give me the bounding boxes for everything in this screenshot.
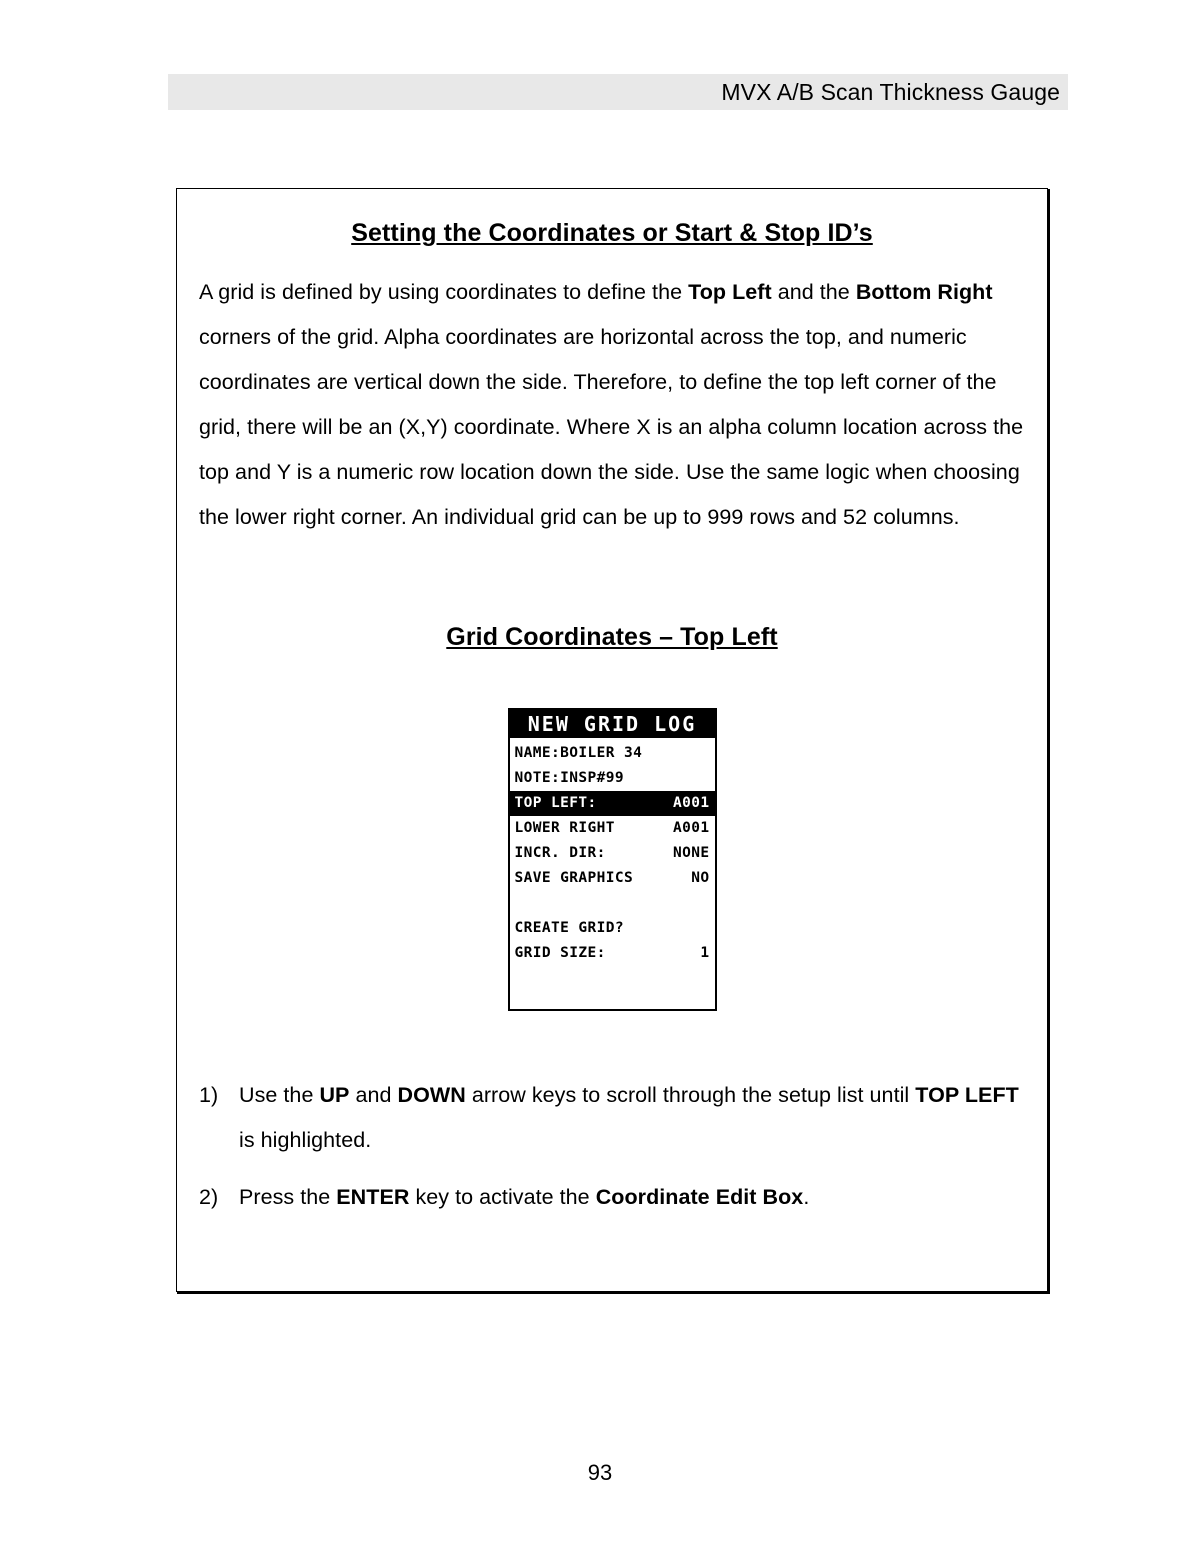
plain-text: key to activate the (409, 1185, 596, 1209)
lcd-row-label: GRID SIZE: (514, 945, 606, 961)
lcd-menu-list (508, 738, 717, 1011)
plain-text: Use the (239, 1083, 320, 1107)
section-title: Setting the Coordinates or Start & Stop ID’s (351, 219, 873, 247)
instruction-step (199, 1175, 1025, 1220)
lcd-row[interactable] (510, 866, 715, 891)
lcd-row-value: NO (691, 870, 710, 886)
lcd-row-value: NONE (672, 845, 710, 861)
plain-text: is highlighted. (239, 1128, 372, 1152)
lcd-row-label: NOTE:INSP#99 (514, 770, 625, 786)
emphasis-text: Bottom Right (855, 280, 993, 304)
lcd-row-value: A001 (672, 795, 710, 811)
lcd-row[interactable] (510, 816, 715, 841)
lcd-title-bar: NEW GRID LOG (508, 708, 717, 738)
lcd-row-value: A001 (672, 820, 710, 836)
emphasis-text: Top Left (688, 280, 772, 304)
plain-text: . (803, 1185, 810, 1209)
running-header-title: MVX A/B Scan Thickness Gauge (721, 78, 1060, 105)
lcd-row[interactable] (510, 841, 715, 866)
emphasis-text: UP (319, 1083, 350, 1107)
emphasis-text: TOP LEFT (915, 1083, 1019, 1107)
content-inner (177, 189, 1047, 1291)
step-number: 1) (199, 1083, 219, 1107)
lcd-screenshot-wrapper (199, 708, 1025, 1011)
lcd-row-value: 1 (700, 945, 710, 961)
step-text (239, 1175, 1025, 1220)
instruction-step (199, 1073, 1025, 1163)
plain-text: corners of the grid. Alpha coordinates are horizontal across the top, and numeric coordinates are vertical down the side. Therefore, to define the top left corner of the grid, there will be an (X,Y) coordinate. Where X is an alpha column location across the top and Y is a numeric row location down the side. Use the same logic when choosing the lower right corner. An individual grid can be up to 999 rows and 52 columns. (199, 325, 1024, 529)
lcd-screen (508, 708, 717, 1011)
lcd-row[interactable] (510, 941, 715, 966)
lcd-row-spacer (510, 891, 715, 916)
lcd-row-selected[interactable] (510, 791, 715, 816)
running-header (168, 74, 1068, 110)
body-paragraph (199, 270, 1025, 540)
step-number: 2) (199, 1185, 219, 1209)
emphasis-text: Coordinate Edit Box (595, 1185, 804, 1209)
lcd-row[interactable] (510, 741, 715, 766)
plain-text: and (349, 1083, 398, 1107)
plain-text: Press the (239, 1185, 337, 1209)
section-subtitle: Grid Coordinates – Top Left (446, 623, 778, 651)
emphasis-text: DOWN (397, 1083, 466, 1107)
lcd-row-label: LOWER RIGHT (514, 820, 615, 836)
lcd-row-label: TOP LEFT: (514, 795, 597, 811)
lcd-row-label: INCR. DIR: (514, 845, 606, 861)
plain-text: arrow keys to scroll through the setup list until (465, 1083, 916, 1107)
instruction-steps (199, 1073, 1025, 1220)
content-box (176, 188, 1048, 1292)
emphasis-text: ENTER (336, 1185, 410, 1209)
plain-text: A grid is defined by using coordinates to define the (199, 280, 689, 304)
step-text (239, 1073, 1025, 1163)
page-number: 93 (587, 1460, 613, 1485)
lcd-row[interactable] (510, 916, 715, 941)
lcd-row-label: NAME:BOILER 34 (514, 745, 643, 761)
plain-text: and the (771, 280, 856, 304)
lcd-row[interactable] (510, 766, 715, 791)
lcd-row-label: CREATE GRID? (514, 920, 625, 936)
lcd-row-label: SAVE GRAPHICS (514, 870, 634, 886)
